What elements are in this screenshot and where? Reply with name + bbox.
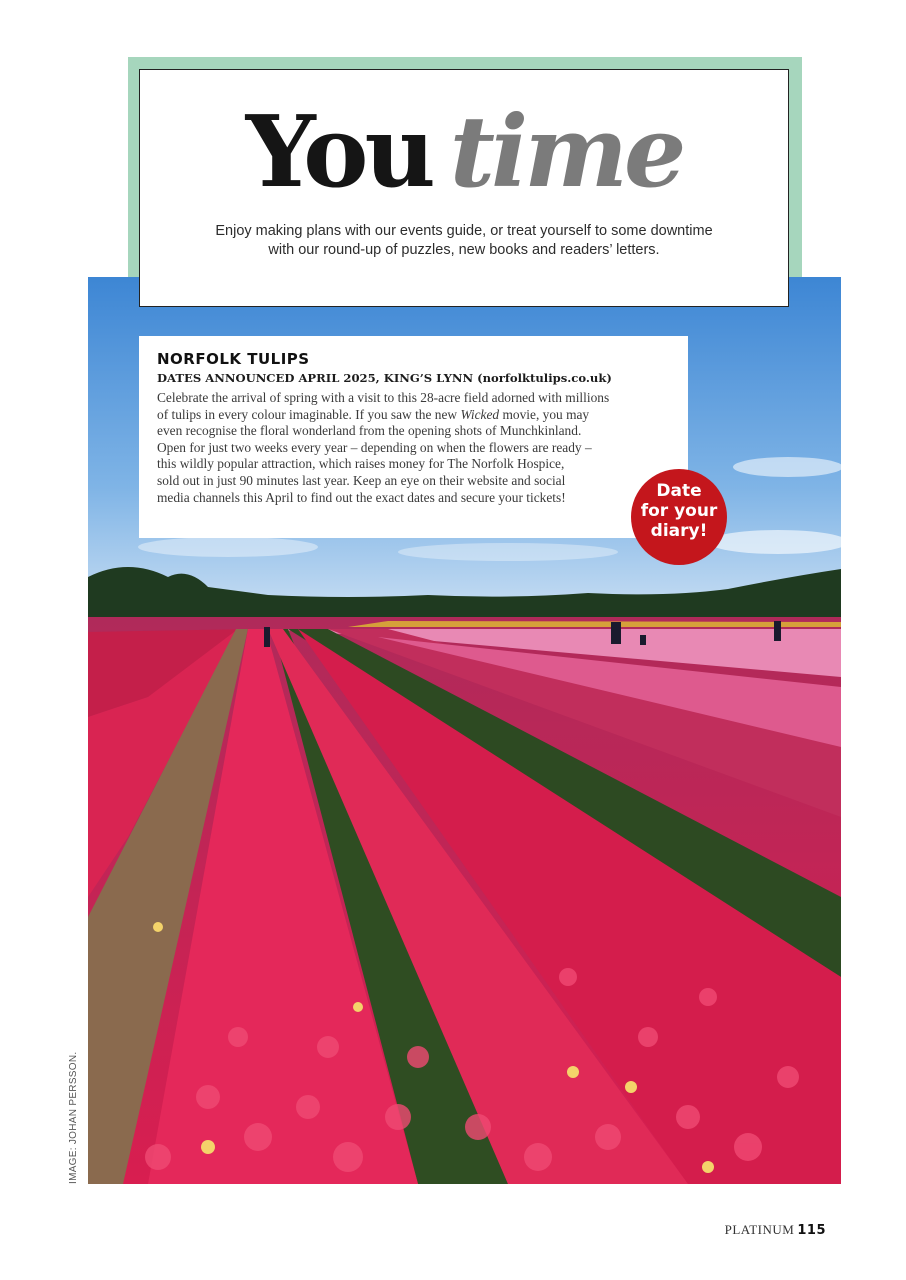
badge-line: Date [656, 481, 702, 501]
body-line: this wildly popular attraction, which raises money for The Norfolk Hospice, [157, 456, 565, 472]
body-text: of tulips in every colour imaginable. If you saw the new [157, 406, 461, 422]
body-line: media channels this April to find out the exact dates and secure your tickets! [157, 489, 566, 505]
photo-credit: IMAGE: JOHAN PERSSON. [68, 1051, 79, 1184]
body-line [157, 407, 670, 424]
badge-line: diary! [650, 521, 708, 541]
body-line: Open for just two weeks every year – depending on when the flowers are ready – [157, 439, 592, 455]
title-word-time: time [449, 95, 683, 210]
page-number: 115 [797, 1223, 826, 1238]
intro-line: Enjoy making plans with our events guide, or treat yourself to some downtime [215, 223, 713, 239]
date-badge [631, 469, 727, 565]
page-title [140, 95, 788, 210]
badge-line: for your [640, 501, 718, 521]
body-line: even recognise the floral wonderland from the opening shots of Munchkinland. [157, 423, 582, 439]
magazine-name: PLATINUM [724, 1222, 795, 1237]
intro-text [174, 222, 754, 260]
title-word-you: You [245, 95, 432, 210]
event-body [157, 390, 670, 506]
event-listing [139, 336, 688, 538]
intro-line: with our round-up of puzzles, new books and readers’ letters. [268, 242, 660, 258]
event-title: NORFOLK TULIPS [157, 350, 310, 368]
body-line: Celebrate the arrival of spring with a visit to this 28-acre field adorned with millions [157, 390, 610, 405]
event-subtitle: DATES ANNOUNCED APRIL 2025, KING’S LYNN (norfolktulips.co.uk) [157, 371, 612, 385]
page-folio [725, 1222, 826, 1238]
body-text: movie, you may [499, 406, 590, 422]
header-box [139, 69, 789, 307]
film-title: Wicked [460, 406, 500, 422]
body-line: sold out in just 90 minutes last year. Keep an eye on their website and social [157, 472, 566, 488]
